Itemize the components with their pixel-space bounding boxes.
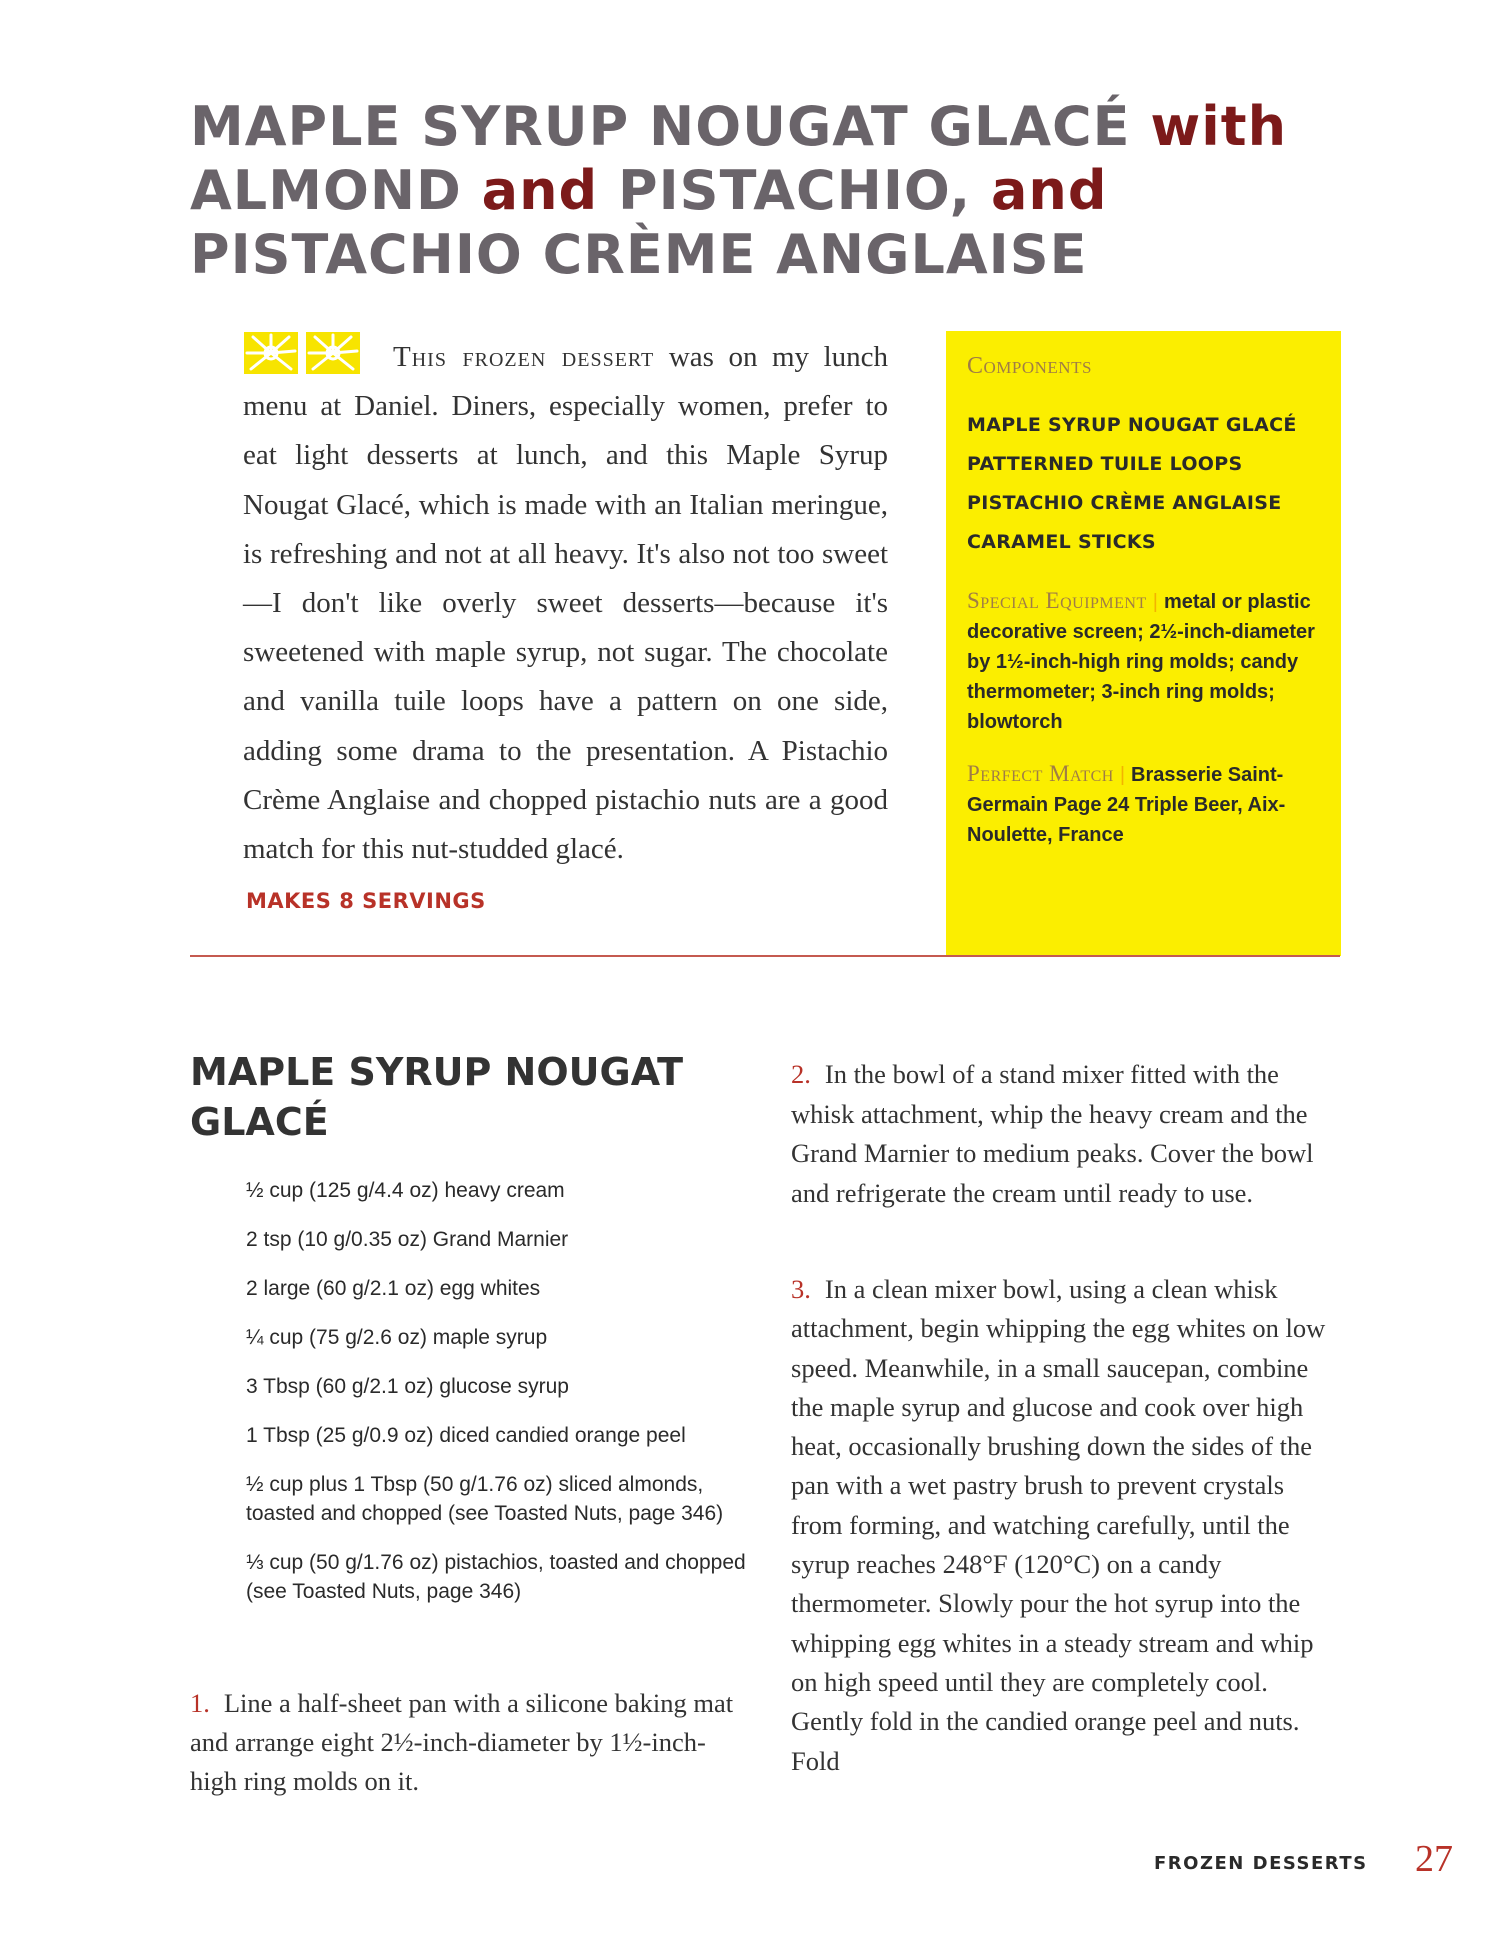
ingredient-item: 2 tsp (10 g/0.35 oz) Grand Marnier bbox=[246, 1228, 569, 1251]
intro-body: was on my lunch menu at Daniel. Diners, especially women, prefer to eat light desserts at lunch, and this Maple Syrup Nougat Glacé, which is made with an Italian meringue, is refreshing and not at all heavy. It's also not too sweet—I don't like overly sweet desserts—because it's sweetened with maple syrup, not sugar. The chocolate and vanilla tuile loops have a pattern on one side, adding some drama to the presentation. A Pistachio Crème Anglaise and chopped pistachio nuts are a good match for this nut-studded glacé. bbox=[243, 341, 889, 866]
chapter-label: FROZEN DESSERTS bbox=[1154, 1853, 1368, 1874]
step-number: 3. bbox=[791, 1274, 811, 1304]
section-title: MAPLE SYRUP NOUGAT GLACÉ bbox=[190, 1050, 684, 1144]
method-step bbox=[791, 1055, 1341, 1213]
component-item: PISTACHIO CRÈME ANGLAISE bbox=[967, 492, 1282, 514]
ingredient-item: ¼ cup (75 g/2.6 oz) maple syrup bbox=[246, 1326, 548, 1349]
section-divider bbox=[190, 955, 1340, 957]
components-list bbox=[967, 406, 1321, 562]
yield-label: MAKES 8 SERVINGS bbox=[246, 889, 486, 913]
step-number: 1. bbox=[190, 1688, 210, 1718]
separator: | bbox=[1119, 764, 1126, 786]
special-equipment-text: metal or plastic decorative screen; 2½-inch-diameter by 1½-inch-high ring molds; candy thermometer; 3-inch ring molds; blowtorch bbox=[967, 591, 1315, 733]
page-number: 27 bbox=[1415, 1838, 1453, 1880]
intro-lead: This frozen dessert bbox=[393, 341, 655, 373]
perfect-match bbox=[967, 759, 1321, 850]
component-item: CARAMEL STICKS bbox=[967, 531, 1156, 553]
ingredient-item: 3 Tbsp (60 g/2.1 oz) glucose syrup bbox=[246, 1375, 569, 1398]
perfect-match-text: Brasserie Saint-Germain Page 24 Triple Beer, Aix-Noulette, France bbox=[967, 764, 1286, 846]
title-part: PISTACHIO, bbox=[618, 159, 972, 222]
step-number: 2. bbox=[791, 1059, 811, 1089]
recipe-title bbox=[190, 95, 1320, 287]
perfect-match-label: Perfect Match bbox=[967, 761, 1114, 786]
components-heading: Components bbox=[967, 353, 1092, 379]
step-text: In the bowl of a stand mixer fitted with the whisk attachment, whip the heavy cream and the Grand Marnier to medium peaks. Cover the bowl and refrigerate the cream until ready to use. bbox=[791, 1059, 1314, 1208]
title-part: ALMOND bbox=[190, 159, 462, 222]
method-step bbox=[190, 1684, 750, 1801]
ingredient-item: 1 Tbsp (25 g/0.9 oz) diced candied orange peel bbox=[246, 1424, 686, 1447]
step-text: In a clean mixer bowl, using a clean whisk attachment, begin whipping the egg whites on low speed. Meanwhile, in a small saucepan, combine the maple syrup and glucose and cook over high heat, occasionally brushing down the sides of the pan with a wet pastry brush to prevent crystals from forming, and watching carefully, until the syrup reaches 248°F (120°C) on a candy thermometer. Slowly pour the hot syrup into the whipping egg whites in a steady stream and whip on high speed until they are completely cool. Gently fold in the candied orange peel and nuts. Fold bbox=[791, 1274, 1326, 1776]
title-part: MAPLE SYRUP NOUGAT GLACÉ bbox=[190, 95, 1131, 158]
title-part: and bbox=[971, 159, 1108, 222]
component-item: PATTERNED TUILE LOOPS bbox=[967, 453, 1243, 475]
ingredient-item: ½ cup plus 1 Tbsp (50 g/1.76 oz) sliced almonds, toasted and chopped (see Toasted Nuts, page 346) bbox=[246, 1473, 724, 1525]
ingredient-list bbox=[246, 1176, 746, 1626]
method-step bbox=[791, 1270, 1341, 1781]
title-part: and bbox=[461, 159, 619, 222]
special-equipment-label: Special Equipment bbox=[967, 588, 1147, 613]
ingredient-item: ⅓ cup (50 g/1.76 oz) pistachios, toasted and chopped (see Toasted Nuts, page 346) bbox=[246, 1551, 746, 1603]
separator: | bbox=[1152, 591, 1158, 613]
special-equipment bbox=[967, 586, 1321, 737]
title-part: PISTACHIO CRÈME ANGLAISE bbox=[190, 223, 1088, 286]
component-item: MAPLE SYRUP NOUGAT GLACÉ bbox=[967, 414, 1297, 436]
intro-paragraph bbox=[243, 333, 888, 874]
ingredient-item: 2 large (60 g/2.1 oz) egg whites bbox=[246, 1277, 541, 1300]
title-part: with bbox=[1130, 95, 1288, 158]
components-sidebar bbox=[946, 331, 1341, 956]
step-text: Line a half-sheet pan with a silicone baking mat and arrange eight 2½-inch-diameter by 1½-inch-high ring molds on it. bbox=[190, 1688, 734, 1796]
ingredient-item: ½ cup (125 g/4.4 oz) heavy cream bbox=[246, 1179, 565, 1202]
